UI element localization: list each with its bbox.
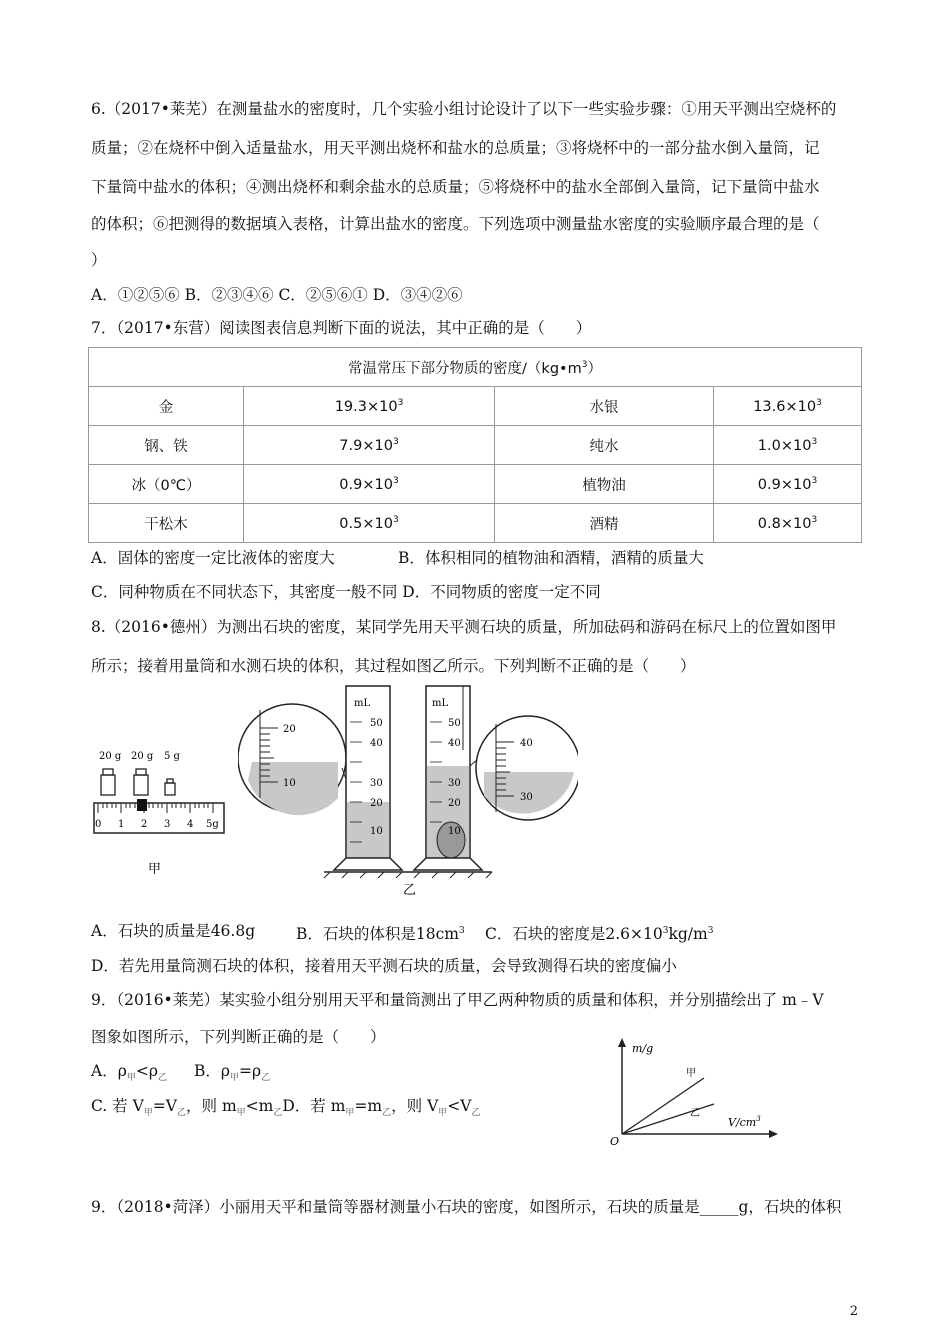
weight-icon bbox=[101, 769, 175, 795]
line-jia bbox=[622, 1078, 704, 1134]
q8-line-1: 8.（2016•德州）为测出石块的密度，某同学先用天平测石块的质量，所加砝码和游码在标尺上的位置如图甲 bbox=[91, 618, 837, 636]
cylinder-left bbox=[334, 686, 402, 870]
q6-line-2: 质量；②在烧杯中倒入适量盐水，用天平测出烧杯和盐水的总质量；③将烧杯中的一部分盐水倒入量筒，记 bbox=[91, 139, 820, 157]
svg-text:40: 40 bbox=[448, 738, 461, 749]
svg-text:30: 30 bbox=[520, 792, 533, 803]
svg-text:乙: 乙 bbox=[690, 1108, 700, 1119]
table-row: 钢、铁 $7.9\times 10^3$ 纯水 $1.0\times 10^3$ bbox=[89, 426, 862, 465]
svg-text:4: 4 bbox=[187, 819, 194, 830]
q9a-line-2: 图象如图所示，下列判断正确的是（ ） bbox=[91, 1028, 386, 1046]
x-axis-label: $V/cm^3$ bbox=[728, 1115, 761, 1129]
svg-text:50: 50 bbox=[448, 718, 461, 729]
figure-label-yi: 乙 bbox=[403, 883, 417, 898]
q7-stem: 7．（2017•东营）阅读图表信息判断下面的说法，其中正确的是（ ） bbox=[91, 319, 592, 337]
origin-label: O bbox=[610, 1135, 620, 1148]
table-row: 冰（0℃） $0.9\times 10^3$ 植物油 $0.9\times 10^3$ bbox=[89, 465, 862, 504]
svg-text:10: 10 bbox=[448, 826, 461, 837]
weight-label-2: 20 g bbox=[131, 751, 154, 762]
figure-yi bbox=[238, 680, 578, 900]
q8-option-c: C．石块的密度是$2.6\times 10^3kg/m^3$ bbox=[485, 925, 714, 944]
q7-option-a: A．固体的密度一定比液体的密度大 bbox=[91, 549, 335, 567]
q6-line-3: 下量筒中盐水的体积；④测出烧杯和剩余盐水的总质量；⑤将烧杯中的盐水全部倒入量筒，记下量筒中盐水 bbox=[91, 178, 820, 196]
q7-option-b: B．体积相同的植物油和酒精，酒精的质量大 bbox=[398, 549, 704, 567]
q6-line-4: 的体积；⑥把测得的数据填入表格，计算出盐水的密度。下列选项中测量盐水密度的实验顺序最合理的是（ bbox=[91, 215, 820, 233]
svg-text:mL: mL bbox=[354, 698, 371, 709]
table-row: 金 $19.3\times 10^3$ 水银 $13.6\times 10^3$ bbox=[89, 387, 862, 426]
q6-line-1: 6.（2017•莱芜）在测量盐水的密度时，几个实验小组讨论设计了以下一些实验步骤：①用天平测出空烧杯的 bbox=[91, 100, 837, 118]
ruler bbox=[94, 799, 224, 833]
q9a-option-cd: C. 若 $V_甲=V_乙$，则 $m_甲<m_乙D$．若 $m_甲=m_乙$，则 $V_甲<V_乙$ bbox=[91, 1097, 481, 1119]
answer-blank[interactable]: _____ bbox=[699, 1198, 739, 1216]
weight-label-1: 20 g bbox=[99, 751, 122, 762]
q9a-option-b: B．$\rho_甲=\rho_乙$ bbox=[194, 1062, 271, 1084]
svg-text:2: 2 bbox=[141, 819, 148, 830]
q7-option-cd: C．同种物质在不同状态下，其密度一般不同 D．不同物质的密度一定不同 bbox=[91, 583, 601, 601]
svg-text:50: 50 bbox=[370, 718, 383, 729]
q8-option-a: A．石块的质量是46.8g bbox=[91, 922, 256, 940]
svg-text:1: 1 bbox=[118, 819, 125, 830]
svg-text:3: 3 bbox=[164, 819, 171, 830]
mv-graph bbox=[604, 1034, 784, 1149]
q9a-line-1: 9．（2016•莱芜）某实验小组分别用天平和量筒测出了甲乙两种物质的质量和体积，并分别描绘出了 m﹣V bbox=[91, 991, 824, 1009]
q9b-line: 9．（2018•菏泽）小丽用天平和量筒等器材测量小石块的密度，如图所示，石块的质量是_____g，石块的体积 bbox=[91, 1198, 842, 1216]
cylinder-right bbox=[414, 686, 482, 870]
svg-text:40: 40 bbox=[370, 738, 383, 749]
svg-text:20: 20 bbox=[283, 724, 296, 735]
figure-jia bbox=[90, 745, 240, 895]
svg-text:40: 40 bbox=[520, 738, 533, 749]
q8-line-2: 所示；接着用量筒和水测石块的体积，其过程如图乙所示。下列判断不正确的是（ ） bbox=[91, 657, 696, 675]
svg-text:0: 0 bbox=[95, 819, 102, 830]
table-row: 干松木 $0.5\times 10^3$ 酒精 $0.8\times 10^3$ bbox=[89, 504, 862, 543]
density-table bbox=[88, 347, 862, 543]
table-caption: 常温常压下部分物质的密度$/(kg•m^3)$ bbox=[89, 348, 862, 387]
q8-option-d: D．若先用量筒测石块的体积，接着用天平测石块的质量，会导致测得石块的密度偏小 bbox=[91, 957, 677, 975]
q6-options: A．①②⑤⑥ B．②③④⑥ C．②⑤⑥① D．③④②⑥ bbox=[91, 286, 463, 304]
svg-text:5g: 5g bbox=[206, 819, 219, 830]
zoom-view-left bbox=[238, 704, 346, 815]
rider-icon bbox=[137, 799, 147, 811]
q6-line-5: ） bbox=[91, 251, 107, 269]
svg-text:10: 10 bbox=[283, 778, 296, 789]
svg-text:20: 20 bbox=[370, 798, 383, 809]
figure-label-jia: 甲 bbox=[148, 862, 162, 877]
weight-label-3: 5 g bbox=[164, 751, 180, 762]
q8-option-b: B．石块的体积是$18cm^3$ bbox=[296, 925, 465, 944]
page-number: 2 bbox=[849, 1304, 858, 1319]
svg-text:10: 10 bbox=[370, 826, 383, 837]
line-yi bbox=[622, 1104, 714, 1134]
svg-text:30: 30 bbox=[448, 778, 461, 789]
q9a-option-a: A．$\rho_甲<\rho_乙$ bbox=[91, 1062, 167, 1084]
zoom-view-right bbox=[476, 716, 578, 820]
y-axis-label: m/g bbox=[632, 1042, 654, 1055]
svg-text:30: 30 bbox=[370, 778, 383, 789]
svg-text:甲: 甲 bbox=[686, 1068, 696, 1079]
svg-text:mL: mL bbox=[432, 698, 449, 709]
svg-text:20: 20 bbox=[448, 798, 461, 809]
